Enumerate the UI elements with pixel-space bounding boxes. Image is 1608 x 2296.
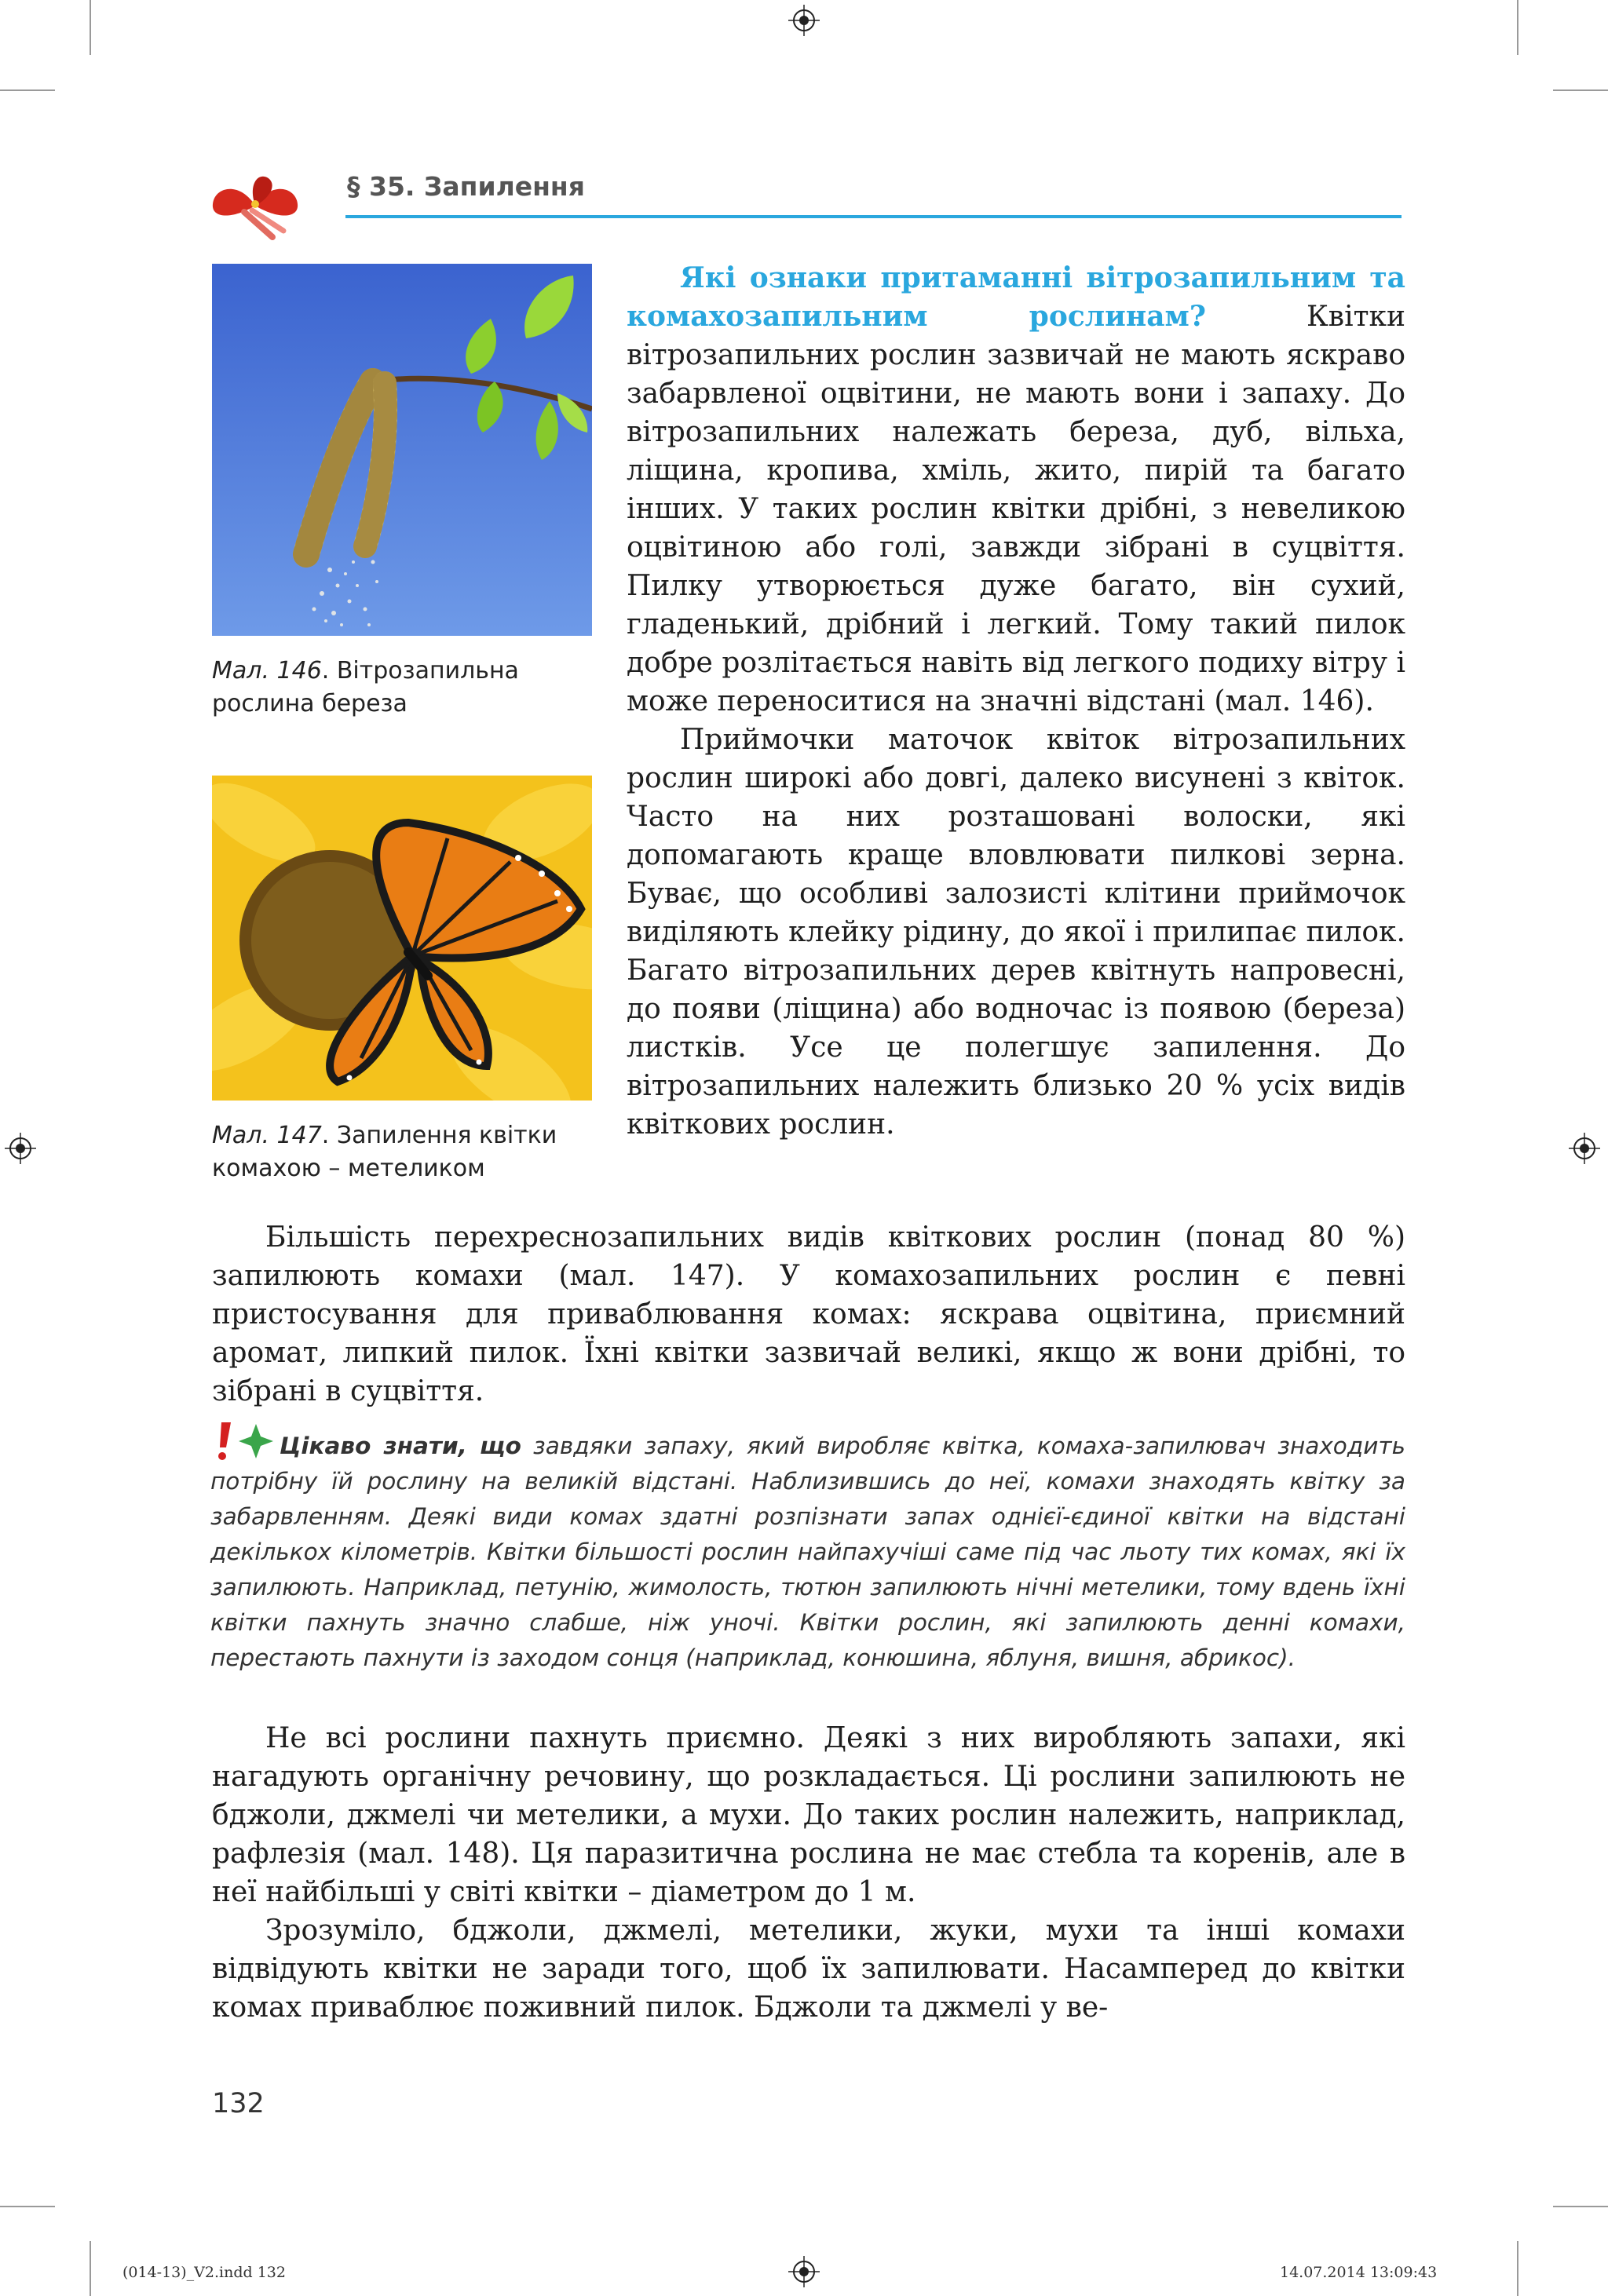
registration-mark-icon [788,5,820,36]
crop-mark [1517,0,1518,55]
paragraph: Не всі рослини пахнуть приємно. Деякі з них виробляють запахи, які нагадують органічну речовину, що розкладається. Ці рослини запилюють не бджоли, джмелі чи метелики, а мухи. До таких рослин належить, наприклад, рафлезія (мал. 148). Ця паразитична рослина не має стебла та коренів, але в неї найбільші у світі квітки – діаметром до 1 м. [212,1722,1405,1908]
caption-text: . Запилення квітки комахою – метеликом [212,1122,557,1182]
caption-number: Мал. 146 [212,657,322,684]
birch-catkins-image [212,264,592,636]
note-text: завдяки запаху, який виробляє квітка, комаха-запилювач знаходить потрібну їй рослину на великій відстані. Наблизившись до неї, комахи знаходять квітку за забарвленням. Деякі види комах здатні розпізнати запах однієї-єдиної квітки на відстані декількох кілометрів. Квітки більшості рослин найпахучіші саме під час льоту тих комах, які їх запилюють. Наприклад, петунію, жимолость, тютюн запилюють нічні метелики, тому вдень їхні квітки пахнуть значно слабше, ніж уночі. Квітки рослин, які запилюють денні комахи, перестають пахнути із заходом сонця (наприклад, конюшина, яблуня, вишня, абрикос). [210,1433,1405,1671]
figure-147-caption [212,1119,592,1185]
note-lead: Цікаво знати, що [280,1433,521,1459]
exclamation-star-icon [210,1421,276,1462]
full-width-text [212,1218,1405,1411]
crop-mark [1553,89,1608,91]
flower-icon [208,165,302,243]
figure-147 [212,776,592,1185]
crop-mark [0,89,55,91]
paragraph: Зрозуміло, бджоли, джмелі, метелики, жуки, мухи та інші комахи відвідують квітки не заради того, щоб їх запилювати. Насамперед до квітки комах приваблює поживний пилок. Бджоли та джмелі у ве- [212,1915,1405,2024]
caption-number: Мал. 147 [212,1122,322,1149]
butterfly-image [212,776,592,1101]
registration-mark-icon [5,1133,36,1164]
figure-146 [212,264,592,721]
paragraph: Приймочки маточок квіток вітрозапильних рослин широкі або довгі, далеко висунені з квіток. Часто на них розташовані волоски, які допомагають краще вловлювати пилкові зерна. Буває, що особливі залозисті клітини приймочок виділяють клейку рідину, до якої і прилипає пилок. Багато вітрозапильних дерев квітнуть напровесні, до появи (ліщина) або водночас із появою (береза) листків. Усе це полегшує запилення. До вітрозапильних належить близько 20 % усіх видів квіткових рослин. [627,724,1405,1141]
paragraph [627,259,1405,721]
header-divider [345,215,1402,218]
crop-mark [1553,2206,1608,2207]
footer-file-info: (014-13)_V2.indd 132 [122,2264,286,2281]
footer-timestamp: 14.07.2014 13:09:43 [1280,2264,1438,2281]
lower-text [212,1719,1405,2027]
question-heading: Які ознаки притаманні вітрозапильним та комахозапильним рослинам? [627,261,1405,333]
crop-mark [1517,2241,1518,2296]
figure-146-caption [212,655,592,721]
crop-mark [90,2241,91,2296]
interesting-fact-note [210,1421,1405,1676]
paragraph: Більшість перехреснозапильних видів квіткових рослин (понад 80 %) запилюють комахи (мал. 147). У комахозапильних рослин є певні пристосування для приваблювання комах: яскрава оцвітина, приємний аромат, липкий пилок. Їхні квітки зазвичай великі, якщо ж вони дрібні, то зібрані в суцвіття. [212,1221,1405,1407]
page-number: 132 [212,2088,265,2119]
right-column-text [627,259,1405,1144]
registration-mark-icon [1569,1133,1600,1164]
section-title: § 35. Запилення [347,171,585,202]
caption-text: . Вітрозапильна рослина береза [212,657,519,717]
registration-mark-icon [788,2256,820,2287]
crop-mark [0,2206,55,2207]
paragraph-text: Квітки вітрозапильних рослин зазвичай не мають яскраво забарвленої оцвітини, не мають вони і запаху. До вітрозапильних належать береза, дуб, вільха, ліщина, кропива, хміль, жито, пирій та багато інших. У таких рослин квітки дрібні, з невеликою оцвітиною або голі, завжди зібрані в суцвіття. Пилку утворюється дуже багато, він сухий, гладенький, дрібний і легкий. Тому такий пилок добре розлітається навіть від легкого подиху вітру і може переноситися на значні відстані (мал. 146). [627,301,1405,717]
crop-mark [90,0,91,55]
